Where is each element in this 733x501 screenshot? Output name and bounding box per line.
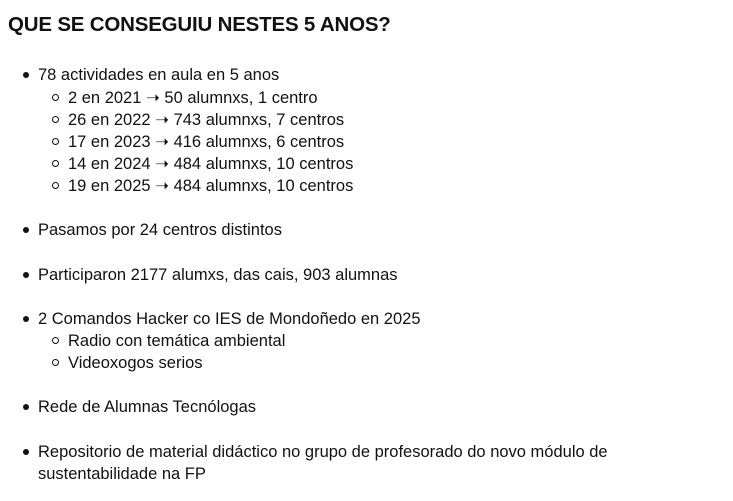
bullet-dot-icon [23,404,29,410]
bullet-text: Repositorio de material didáctico no grupo de profesorado do novo módulo de sustentabilidade na FP [38,443,608,483]
bullet-dot-icon [23,227,29,233]
sub-bullet-text: 17 en 2023 ➝ 416 alumnxs, 6 centros [68,133,345,151]
bullet-dot-icon [23,316,29,322]
bullet-text: 78 actividades en aula en 5 anos [38,66,280,84]
bullet-text: Rede de Alumnas Tecnólogas [38,398,257,416]
sub-bullet-text: 14 en 2024 ➝ 484 alumnxs, 10 centros [68,155,354,173]
sub-bullet-text: Radio con temática ambiental [68,332,286,350]
hollow-circle-icon [52,138,59,145]
bullet-text: 2 Comandos Hacker co IES de Mondoñedo en 2025 [38,310,421,328]
hollow-circle-icon [52,160,59,167]
hollow-circle-icon [52,94,59,101]
sub-bullet-text: Videoxogos serios [68,354,203,372]
sub-bullet-text: 26 en 2022 ➝ 743 alumnxs, 7 centros [68,111,345,129]
hollow-circle-icon [52,359,59,366]
hollow-circle-icon [52,116,59,123]
bullet-text: Pasamos por 24 centros distintos [38,221,282,239]
bullet-dot-icon [23,72,29,78]
slide-title: QUE SE CONSEGUIU NESTES 5 ANOS? [8,13,391,36]
bullet-dot-icon [23,449,29,455]
bullet-text: Participaron 2177 alumxs, das cais, 903 alumnas [38,266,398,284]
hollow-circle-icon [52,337,59,344]
hollow-circle-icon [52,182,59,189]
sub-bullet-text: 2 en 2021 ➝ 50 alumnxs, 1 centro [68,89,318,107]
sub-bullet-text: 19 en 2025 ➝ 484 alumnxs, 10 centros [68,177,354,195]
bullet-dot-icon [23,272,29,278]
